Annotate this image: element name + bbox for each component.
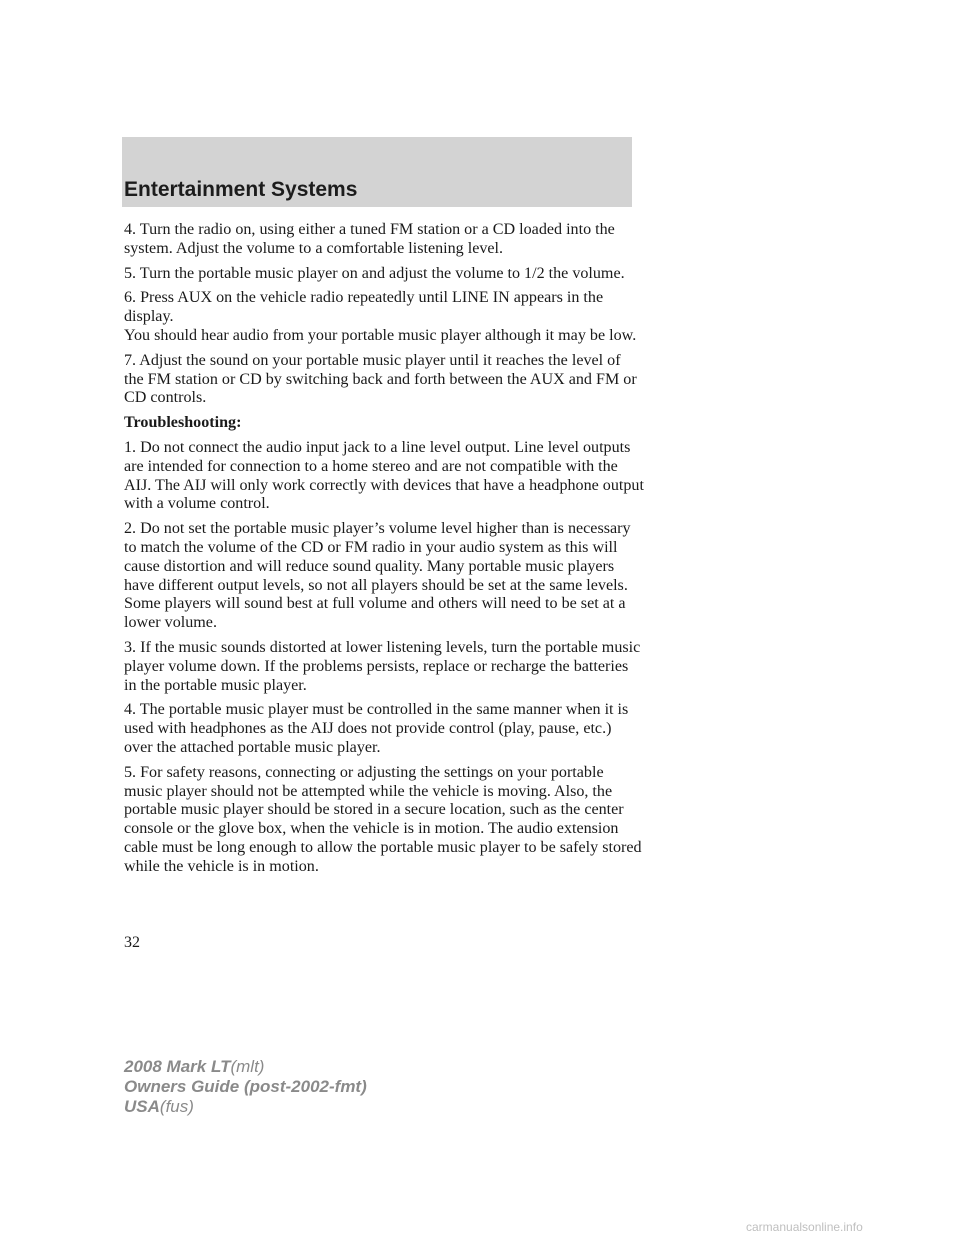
- step-6: 6. Press AUX on the vehicle radio repeatedly until LINE IN appears in the display.: [124, 289, 604, 326]
- section-title: Entertainment Systems: [124, 178, 358, 201]
- footer-model: 2008 Mark LT: [124, 1057, 231, 1076]
- watermark: carmanualsonline.info: [746, 1220, 863, 1234]
- footer-line-1: [124, 1057, 367, 1077]
- step-6-note: You should hear audio from your portable music player although it may be low.: [124, 326, 637, 344]
- troubleshooting-item-5: 5. For safety reasons, connecting or adjusting the settings on your portable music player should not be attempted while the vehicle is moving. Also, the portable music player should be stored in a secure location, such as the center console or the glove box, when the vehicle is in motion. The audio extension cable must be long enough to allow the portable music player to be safely stored while the vehicle is in motion.: [124, 763, 642, 875]
- troubleshooting-item-1: 1. Do not connect the audio input jack to a line level output. Line level outputs are intended for connection to a home stereo and are not compatible with the AIJ. The AIJ will only work correctly with devices that have a headphone output with a volume control.: [124, 438, 644, 513]
- footer-line-2: [124, 1077, 367, 1097]
- document-footer: [124, 1057, 367, 1117]
- troubleshooting-heading: Troubleshooting:: [124, 414, 242, 432]
- footer-guide: Owners Guide (post-2002-fmt): [124, 1077, 367, 1096]
- troubleshooting-item-2: 2. Do not set the portable music player’s volume level higher than is necessary to match the volume of the CD or FM radio in your audio system as this will cause distortion and will reduce sound quality. Many portable music players have different output levels, so not all players should be set at the same levels. Some players will sound best at full volume and others will need to be set at a lower volume.: [124, 520, 631, 632]
- footer-line-3: [124, 1097, 367, 1117]
- troubleshooting-item-3: 3. If the music sounds distorted at lower listening levels, turn the portable music player volume down. If the problems persists, replace or recharge the batteries in the portable music player.: [124, 638, 641, 694]
- step-5: 5. Turn the portable music player on and adjust the volume to 1/2 the volume.: [124, 264, 625, 282]
- body-text: [124, 221, 644, 883]
- footer-market: USA: [124, 1097, 160, 1116]
- page-number: 32: [124, 934, 140, 951]
- step-4: 4. Turn the radio on, using either a tuned FM station or a CD loaded into the system. Adjust the volume to a comfortable listening level.: [124, 221, 615, 257]
- footer-model-code: (mlt): [230, 1057, 265, 1076]
- footer-market-code: (fus): [159, 1097, 194, 1116]
- troubleshooting-item-4: 4. The portable music player must be controlled in the same manner when it is used with headphones as the AIJ does not provide control (play, pause, etc.) over the attached portable music player.: [124, 701, 629, 756]
- step-7: 7. Adjust the sound on your portable music player until it reaches the level of the FM station or CD by switching back and forth between the AUX and FM or CD controls.: [124, 351, 637, 407]
